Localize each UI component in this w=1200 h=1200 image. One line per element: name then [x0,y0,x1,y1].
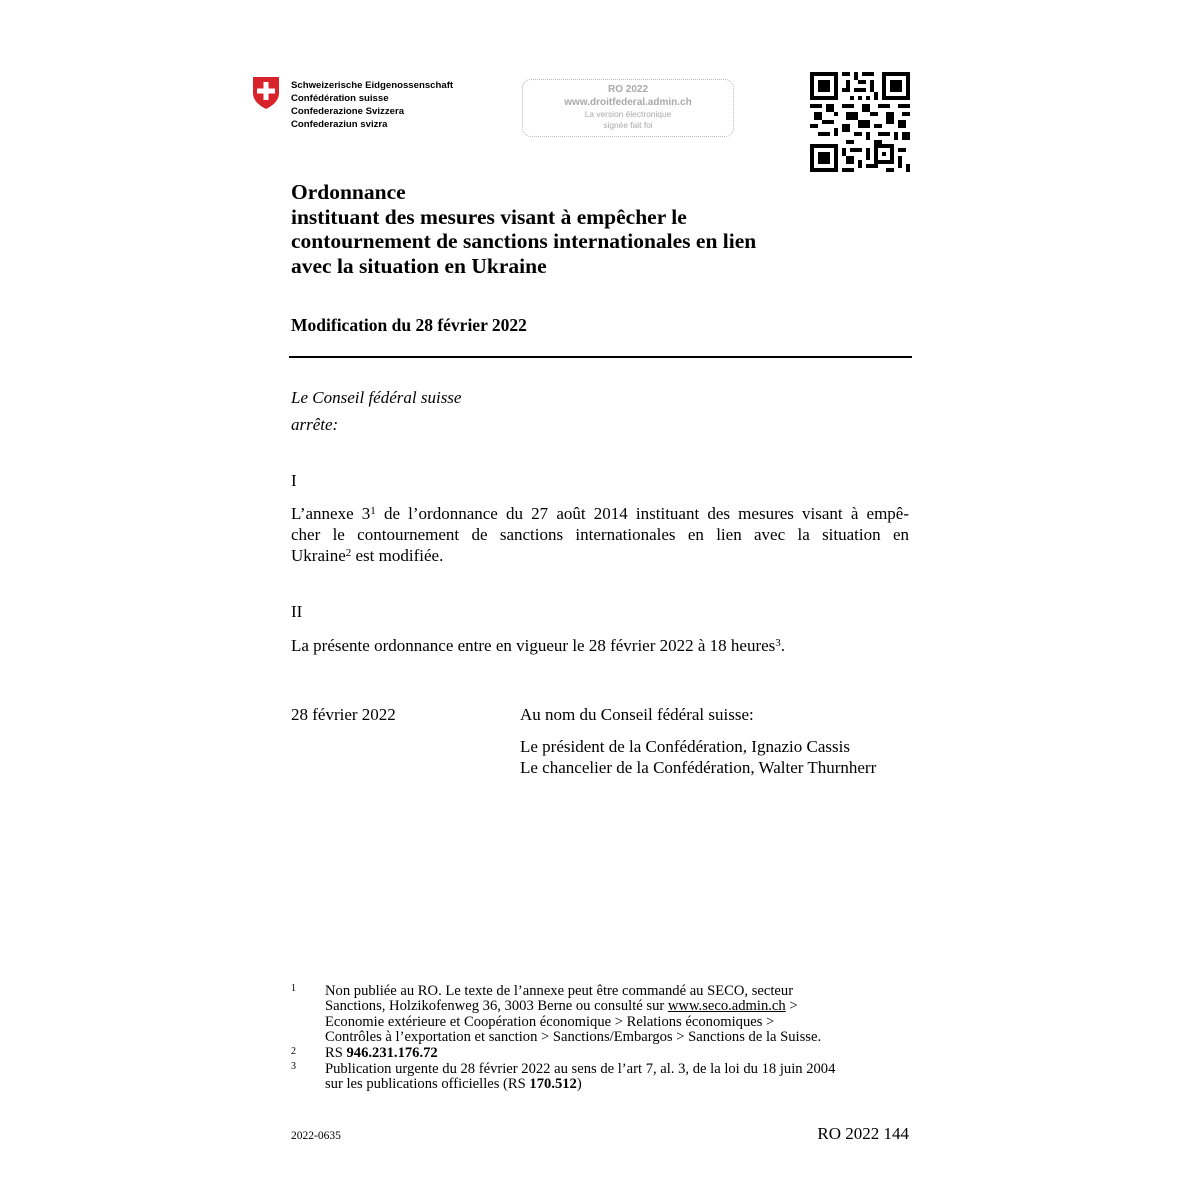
footnote-ref-2[interactable]: 2 [345,547,352,559]
footnote-line [325,999,915,1014]
paragraph-line [291,545,909,566]
text-run: ) [576,1076,582,1093]
rs-reference: 946.231.176.72 [346,1045,438,1061]
stamp-note-2: signée fait foi [603,119,653,130]
signature-on-behalf: Au nom du Conseil fédéral suisse: [520,705,754,724]
stamp-ro: RO 2022 [607,84,649,95]
footnote-number: 2 [291,1046,296,1057]
modification-date-heading: Modification du 28 février 2022 [291,315,527,335]
stamp-url: www.droitfederal.admin.ch [564,97,692,108]
rs-reference: 170.512 [529,1076,577,1093]
signature-date: 28 février 2022 [291,705,396,724]
text-run: RS [325,1045,347,1061]
title-line: contournement de sanctions internationales en lien [291,229,757,253]
signatory-president: Le président de la Confédération, Ignazio Cassis [520,737,850,756]
signatory-chancellor: Le chancelier de la Confédération, Walter Thurnherr [520,758,877,777]
seco-link[interactable]: www.seco.admin.ch [667,998,786,1015]
signature-stamp [522,79,734,137]
footnote-line: Publication urgente du 28 février 2022 au sens de l’art 7, al. 3, de la loi du 18 juin 2004 [325,1061,836,1077]
stamp-note-1: La version électronique [584,109,672,119]
logo-line-rm: Confederaziun svizra [291,119,388,130]
footnote-1 [325,984,915,1046]
text-run: Ukraine [291,546,346,565]
footnote-number: 3 [291,1061,296,1072]
title-line: instituant des mesures visant à empêcher le [291,204,687,229]
text-run: de l’ordonnance du 27 août 2014 instituant des mesures visant à empê- [375,504,909,523]
section-heading-2: II [291,602,303,621]
footnote-ref-1[interactable]: 1 [370,505,376,517]
text-run: Sanctions, Holzikofenweg 36, 3003 Berne ou consulté sur [325,998,668,1015]
footnote-line: Economie extérieure et Coopération économique > Relations économiques > [325,1013,775,1030]
federal-logo-text [291,79,453,131]
footnote-ref-3[interactable]: 3 [775,637,781,649]
title-line: avec la situation en Ukraine [291,253,547,278]
footnote-line [325,1077,915,1092]
text-run: est modifiée. [351,546,444,565]
swiss-cross-icon [252,76,280,110]
paragraph-line [291,503,909,524]
title-divider [289,356,912,358]
text-run: > [785,998,798,1015]
logo-line-fr: Confédération suisse [291,93,389,104]
footnote-line: Non publiée au RO. Le texte de l’annexe peut être commandé au SECO, secteur [325,983,794,999]
document-reference: 2022-0635 [291,1130,341,1142]
footnote-number: 1 [291,983,296,994]
text-run: sur les publications officielles (RS [325,1076,530,1093]
preamble-decrees: arrête: [291,415,339,434]
section-heading-1: I [291,471,297,490]
section-1-paragraph [291,503,909,566]
title-line: Ordonnance [291,180,406,204]
ordinance-title [291,180,911,278]
footnote-line: Contrôles à l’exportation et sanction > Sanctions/Embargos > Sanctions de la Suisse. [325,1029,822,1046]
text-run: L’annexe 3 [291,504,371,523]
logo-line-de: Schweizerische Eidgenossenschaft [291,80,454,91]
logo-line-it: Confederazione Svizzera [291,106,405,117]
qr-code-icon [810,72,910,172]
text-run: La présente ordonnance entre en vigueur le 28 février 2022 à 18 heures [291,636,776,655]
section-2-paragraph [291,635,785,656]
paragraph-line: cher le contournement de sanctions internationales en lien avec la situation en [291,525,909,544]
footnote-3 [325,1062,915,1093]
preamble-authority: Le Conseil fédéral suisse [291,388,462,407]
footnote-2 [325,1046,438,1061]
text-run: . [780,636,786,655]
ro-page-number: RO 2022 144 [817,1124,909,1143]
